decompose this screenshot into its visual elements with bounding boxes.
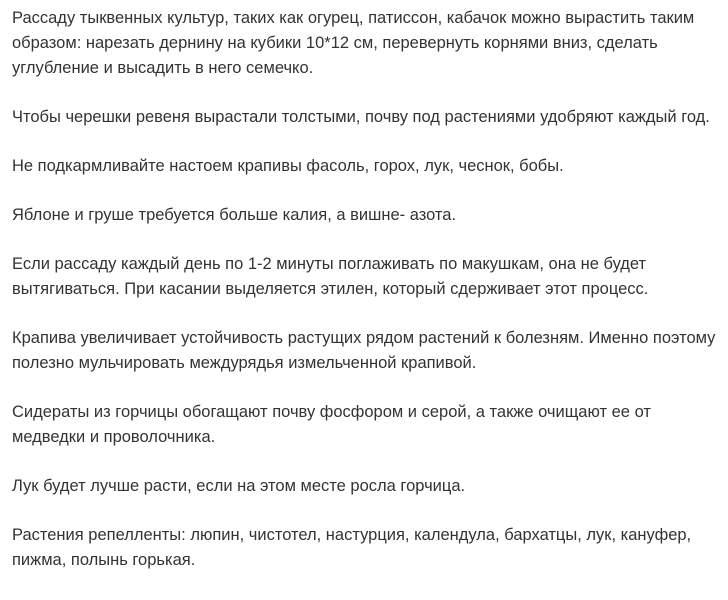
- paragraph-apple-pear: Яблоне и груше требуется больше калия, а вишне- азота.: [12, 206, 457, 224]
- paragraph-mustard-green-manure: Сидераты из горчицы обогащают почву фосфором и серой, а также очищают ее от медведки и проволочника.: [12, 403, 651, 446]
- article-body: [12, 6, 720, 573]
- paragraph-seedling-stroking: Если рассаду каждый день по 1-2 минуты поглаживать по макушкам, она не будет вытягиваться. При касании выделяется этилен, который сдерживает этот процесс.: [12, 255, 649, 298]
- paragraph-repellent-plants: Растения репелленты: люпин, чистотел, настурция, календула, бархатцы, лук, кануфер, пижма, полынь горькая.: [12, 526, 692, 569]
- paragraph-onion-mustard: Лук будет лучше расти, если на этом месте росла горчица.: [12, 477, 466, 495]
- paragraph-rhubarb: Чтобы черешки ревеня вырастали толстыми, почву под растениями удобряют каждый год.: [12, 108, 710, 126]
- paragraph-squash-seedlings: Рассаду тыквенных культур, таких как огурец, патиссон, кабачок можно вырастить таким образом: нарезать дернину на кубики 10*12 см, перевернуть корнями вниз, сделать углубление и высадить в него семечко.: [12, 9, 695, 77]
- paragraph-nettle-feeding: Не подкармливайте настоем крапивы фасоль, горох, лук, чеснок, бобы.: [12, 157, 564, 175]
- paragraph-nettle-resistance: Крапива увеличивает устойчивость растущих рядом растений к болезням. Именно поэтому полезно мульчировать междурядья измельченной крапивой.: [12, 329, 716, 372]
